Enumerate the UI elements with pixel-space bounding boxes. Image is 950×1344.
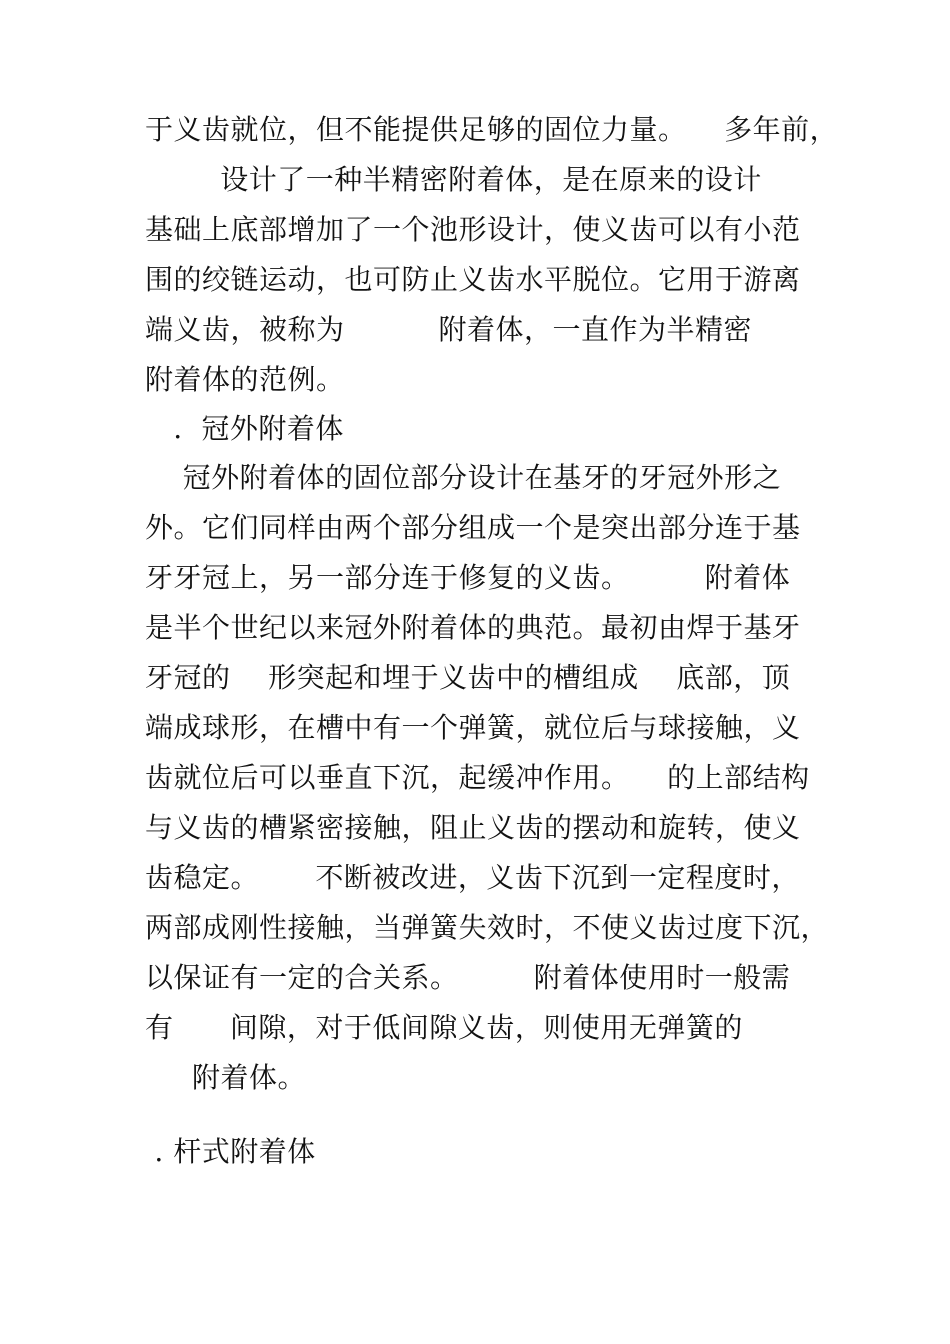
text-line: 是半个世纪以来冠外附着体的典范。最初由焊于基牙 <box>145 611 801 644</box>
text-line: 端义齿，被称为 附着体，一直作为半精密 <box>145 313 753 346</box>
text-line: 齿就位后可以垂直下沉，起缓冲作用。 的上部结构 <box>145 761 810 794</box>
section-heading: . 杆式附着体 <box>145 1135 316 1168</box>
text-line: 外。它们同样由两个部分组成一个是突出部分连于基 <box>145 511 801 544</box>
text-line: 牙牙冠上，另一部分连于修复的义齿。 附着体 <box>145 561 791 594</box>
text-line: 有 间隙，对于低间隙义齿，则使用无弹簧的 <box>145 1011 743 1044</box>
text-line: 围的绞链运动，也可防止义齿水平脱位。它用于游离 <box>145 263 801 296</box>
text-line: 冠外附着体的固位部分设计在基牙的牙冠外形之 <box>145 461 782 494</box>
text-line: 附着体。 <box>145 1061 307 1094</box>
text-line: 与义齿的槽紧密接触，阻止义齿的摆动和旋转，使义 <box>145 811 801 844</box>
text-line: 牙冠的 形突起和埋于义齿中的槽组成 底部，顶 <box>145 661 791 694</box>
text-line: 于义齿就位，但不能提供足够的固位力量。 多年前， <box>145 113 839 146</box>
text-line: 附着体的范例。 <box>145 363 345 396</box>
text-line: 基础上底部增加了一个池形设计，使义齿可以有小范 <box>145 213 801 246</box>
text-line: 齿稳定。 不断被改进，义齿下沉到一定程度时， <box>145 861 800 894</box>
text-line: 两部成刚性接触，当弹簧失效时，不使义齿过度下沉， <box>145 911 830 944</box>
text-line: 设计了一种半精密附着体，是在原来的设计 <box>145 163 762 196</box>
text-line: 端成球形，在槽中有一个弹簧，就位后与球接触，义 <box>145 711 801 744</box>
section-heading: . 冠外附着体 <box>145 412 344 445</box>
text-line: 以保证有一定的合关系。 附着体使用时一般需 <box>145 961 791 994</box>
